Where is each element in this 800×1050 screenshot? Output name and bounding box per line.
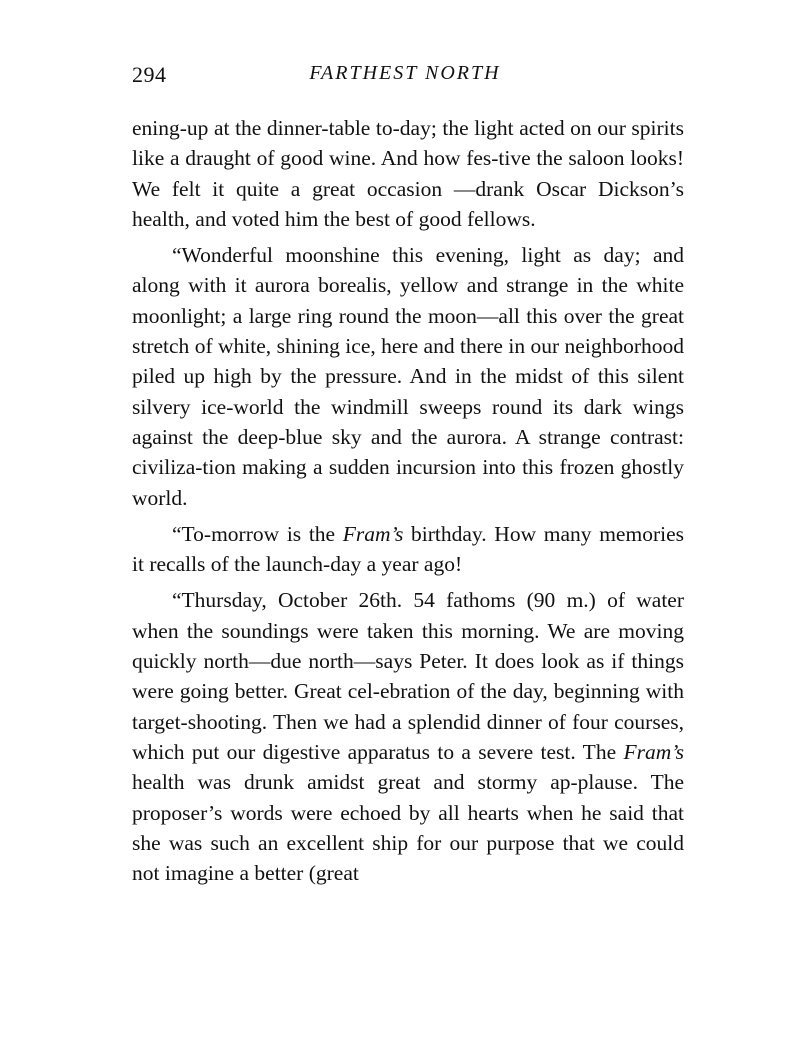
paragraph-continuation: ening-up at the dinner-table to-day; the light acted on our spirits like a draught of good wine. And how fes-tive the saloon looks! We felt it quite a great occasion —drank Oscar Dickson’s health, and voted him the best of good fellows. — [132, 116, 684, 231]
paragraph-birthday — [132, 519, 684, 580]
running-head — [132, 58, 678, 98]
ship-name-italic: Fram’s — [342, 521, 404, 546]
running-title: FARTHEST NORTH — [309, 62, 501, 84]
ship-name-italic: Fram’s — [623, 739, 684, 764]
paragraph-text: birthday. How many memories it recalls of the launch-day a year ago! — [132, 521, 684, 577]
page-number: 294 — [132, 62, 167, 87]
paragraph-moonshine: “Wonderful moonshine this evening, light as day; and along with it aurora borealis, yellow and strange in the white moonlight; a large ring round the moon—all this over the great stretch of white, shining ice, here and there in our neighborhood piled up high by the pressure. And in the midst of this silent silvery ice-world the windmill sweeps round its dark wings against the deep-blue sky and the aurora. A strange contrast: civiliza-tion making a sudden incursion into this frozen ghostly world. — [132, 243, 684, 510]
paragraph-text: “To-morrow is the — [172, 521, 343, 546]
paragraph-text: “Thursday, October 26th. 54 fathoms (90 m.) of water when the soundings were taken this morning. We are moving quickly north—due north—says Peter. It does look as if things were going better. Great cel-ebration of the day, beginning with target-shooting. Then we had a splendid dinner of four courses, which put our digestive apparatus to a severe test. The — [132, 588, 684, 764]
paragraph-thursday — [132, 585, 684, 888]
body-text — [132, 113, 684, 894]
paragraph-text: health was drunk amidst great and stormy ap-plause. The proposer’s words were echoed by all hearts when he said that she was such an excellent ship for our purpose that we could not imagine a better (great — [132, 770, 684, 886]
